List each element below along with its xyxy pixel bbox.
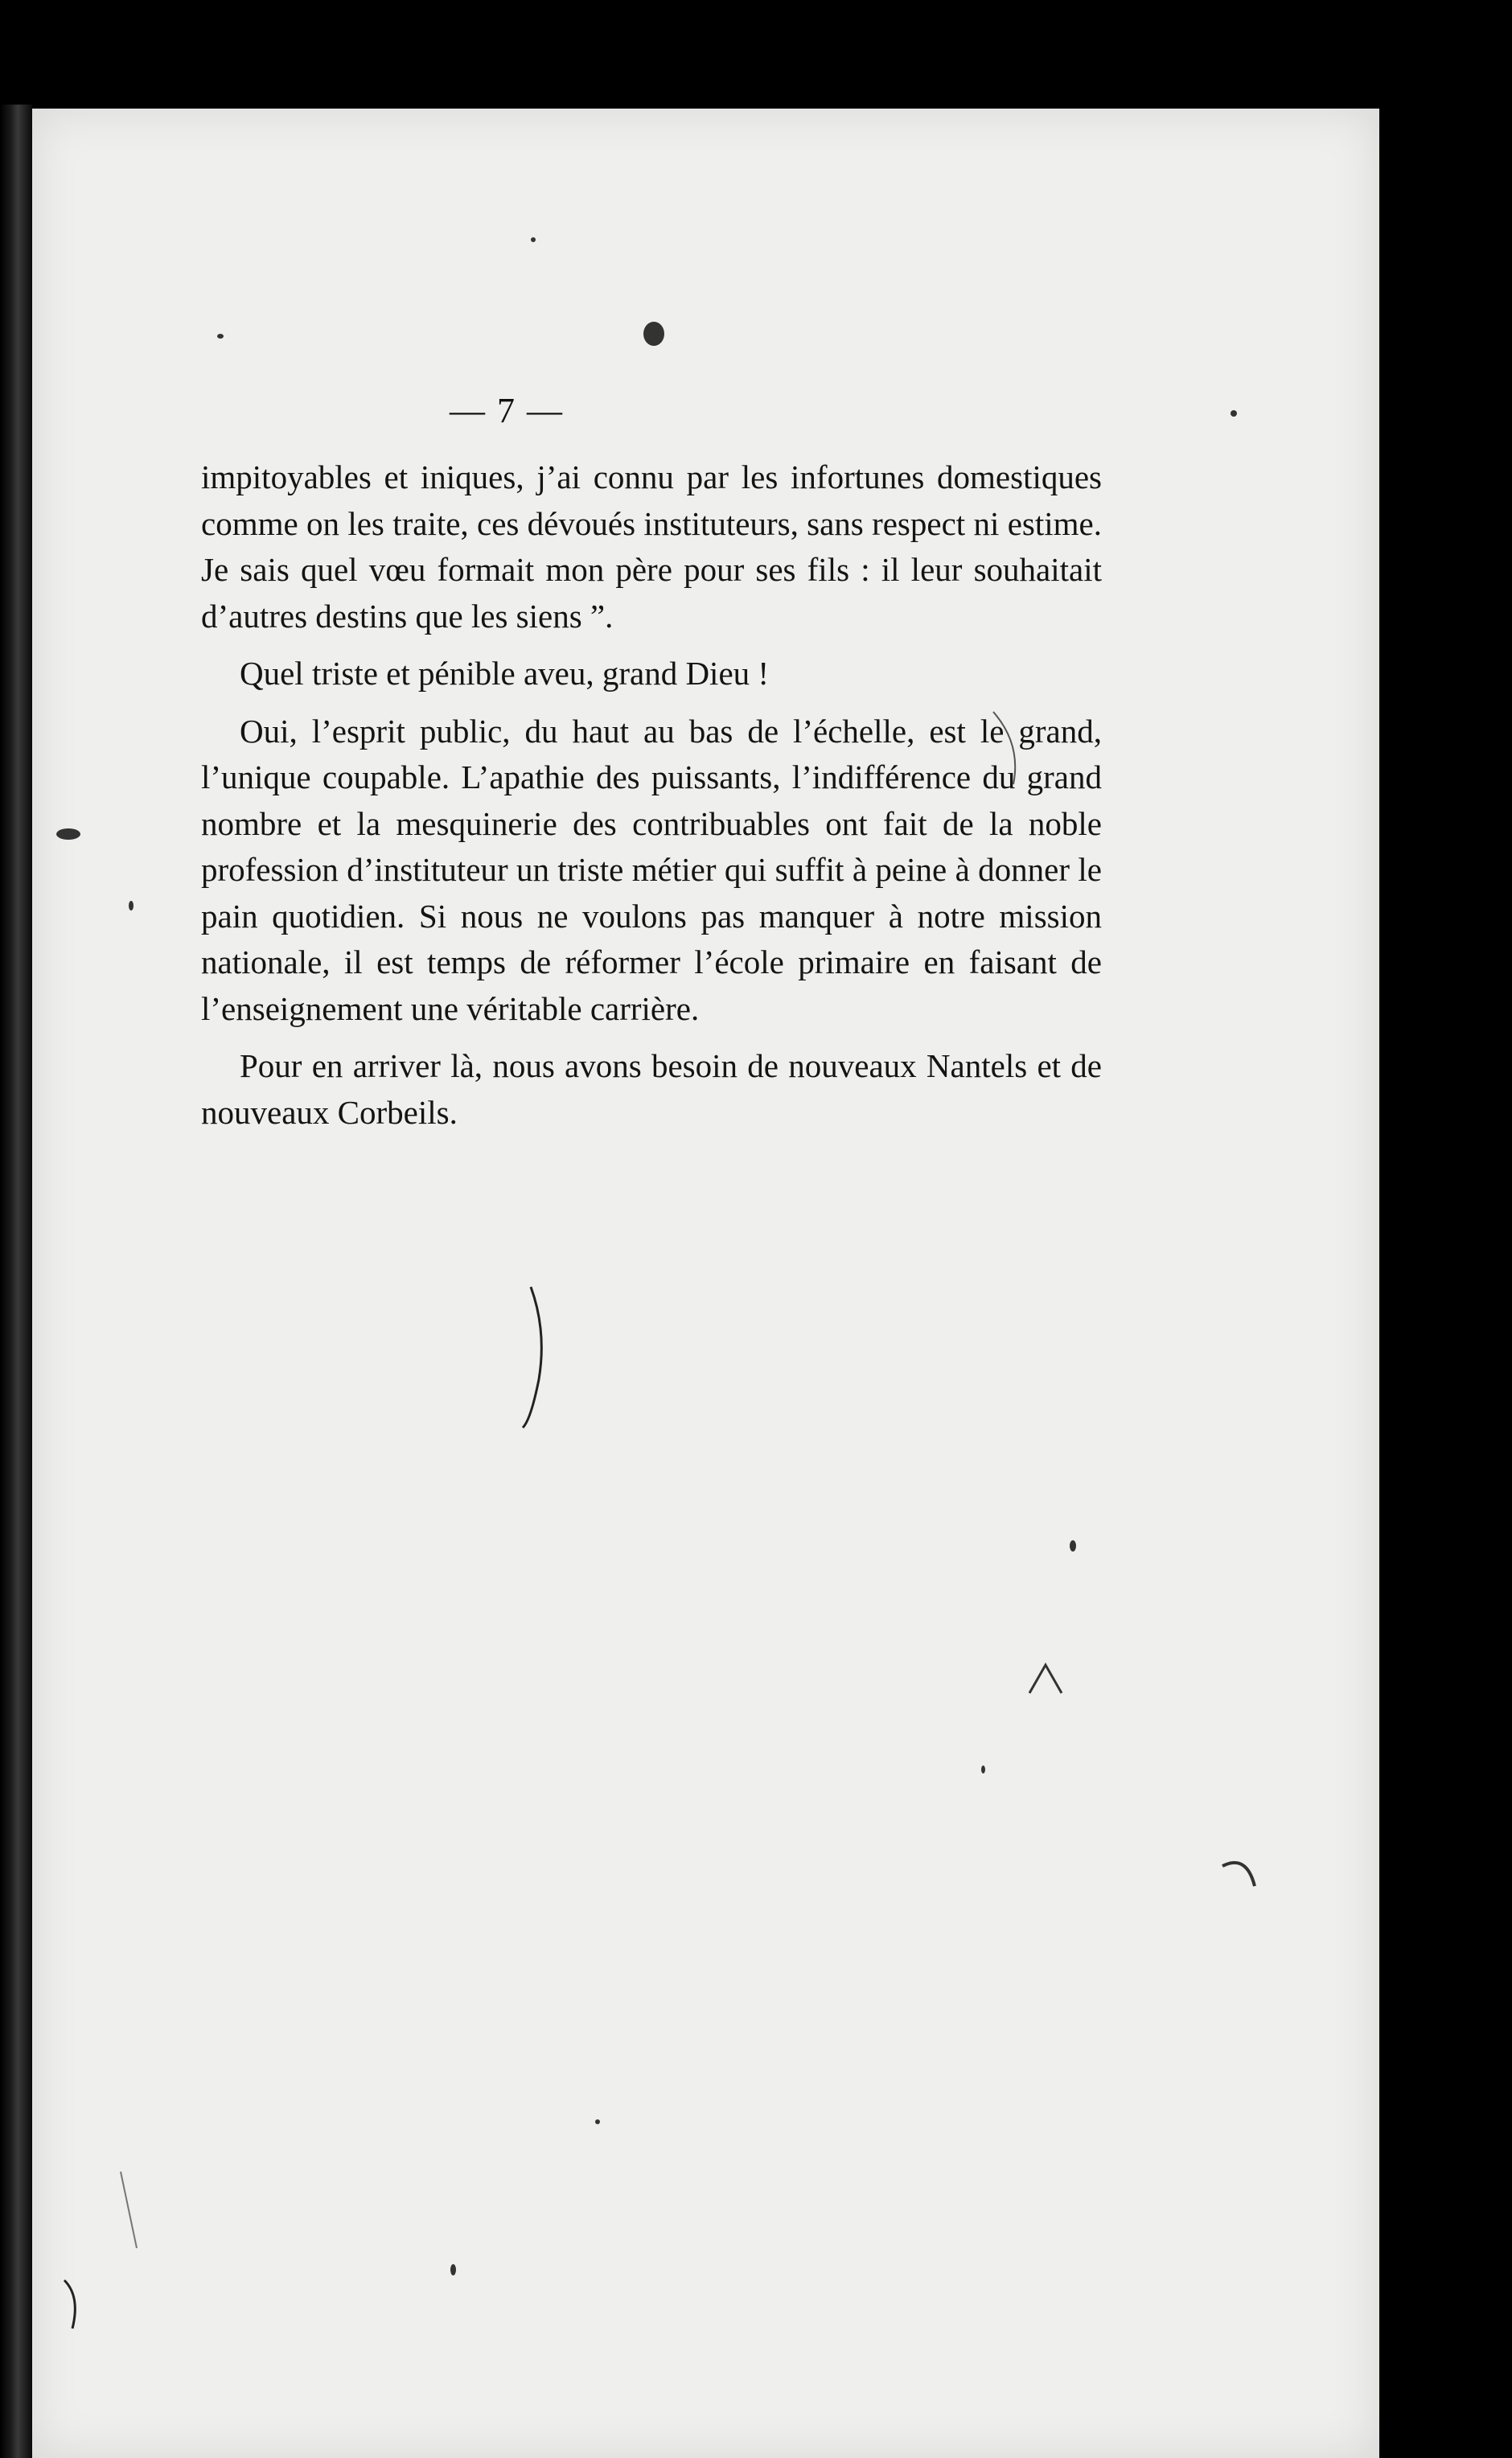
scan-edge	[0, 105, 32, 2458]
paragraph-1: impitoyables et iniques, j’ai connu par les infortunes domestiques comme on les traite, ces dévoués instituteurs, sans respect ni estime. Je sais quel vœu formait mon père pour ses fils : il leur souhaitait d’autres destins que les siens ”.	[201, 458, 1102, 635]
paragraph-4: Pour en arriver là, nous avons besoin de nouveaux Nantels et de nouveaux Corbeils.	[201, 1047, 1102, 1131]
paragraph-2: Quel triste et pénible aveu, grand Dieu !	[240, 655, 770, 692]
scan-scratches	[32, 109, 1379, 2458]
page-number: — 7 —	[450, 391, 564, 430]
book-page	[32, 109, 1379, 2458]
paragraph-3: Oui, l’esprit public, du haut au bas de l’échelle, est le grand, l’unique coupable. L’apathie des puissants, l’indifférence du grand nombre et la mesquinerie des contribuables ont fait de la noble profession d’instituteur un triste métier qui suffit à peine à donner le pain quotidien. Si nous ne voulons pas manquer à notre mission nationale, il est temps de réformer l’école primaire en faisant de l’enseignement une véritable carrière.	[201, 712, 1102, 1027]
